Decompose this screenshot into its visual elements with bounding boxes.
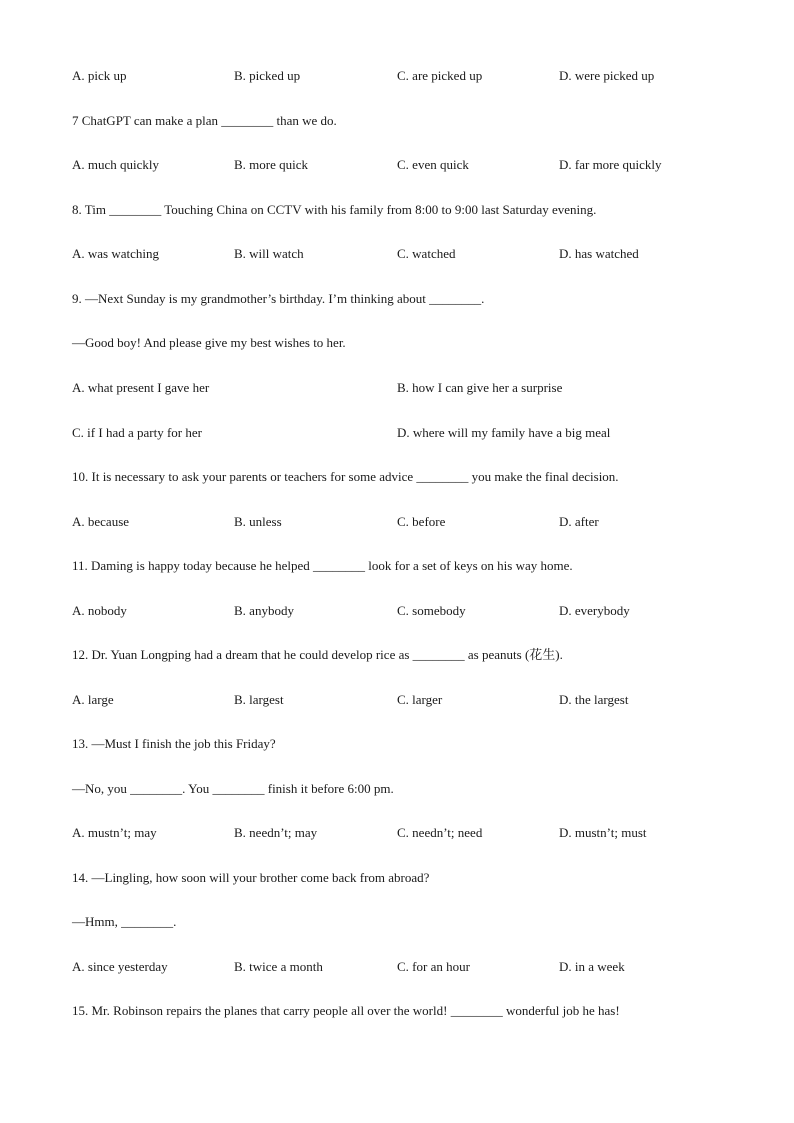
q14-option-c[interactable]: C. for an hour — [397, 959, 470, 974]
q6-option-b[interactable]: B. picked up — [234, 68, 301, 83]
q7-option-c[interactable]: C. even quick — [397, 157, 469, 172]
q9-option-d[interactable]: D. where will my family have a big meal — [397, 425, 611, 440]
q13-option-d[interactable]: D. mustn’t; must — [559, 825, 647, 840]
q7-option-a[interactable]: A. much quickly — [72, 157, 160, 172]
q13-reply: —No, you ________. You ________ finish it before 6:00 pm. — [72, 781, 394, 796]
q13-option-b[interactable]: B. needn’t; may — [234, 825, 318, 840]
q10-option-b[interactable]: B. unless — [234, 514, 282, 529]
q12-stem: 12. Dr. Yuan Longping had a dream that he could develop rice as ________ as peanuts (花生). — [72, 647, 563, 662]
q9-option-c[interactable]: C. if I had a party for her — [72, 425, 202, 440]
q12-option-d[interactable]: D. the largest — [559, 692, 629, 707]
q11-option-d[interactable]: D. everybody — [559, 603, 630, 618]
q6-option-c[interactable]: C. are picked up — [397, 68, 483, 83]
q8-option-d[interactable]: D. has watched — [559, 246, 639, 261]
q11-option-c[interactable]: C. somebody — [397, 603, 466, 618]
q7-option-b[interactable]: B. more quick — [234, 157, 309, 172]
q11-option-a[interactable]: A. nobody — [72, 603, 127, 618]
q11-option-b[interactable]: B. anybody — [234, 603, 294, 618]
q10-option-d[interactable]: D. after — [559, 514, 599, 529]
q10-option-a[interactable]: A. because — [72, 514, 130, 529]
q9-stem: 9. —Next Sunday is my grandmother’s birthday. I’m thinking about ________. — [72, 291, 485, 306]
q13-option-a[interactable]: A. mustn’t; may — [72, 825, 157, 840]
q8-option-b[interactable]: B. will watch — [234, 246, 304, 261]
q12-option-c[interactable]: C. larger — [397, 692, 443, 707]
q13-stem: 13. —Must I finish the job this Friday? — [72, 736, 276, 751]
q9-reply: —Good boy! And please give my best wishes to her. — [72, 335, 346, 350]
q7-stem: 7 ChatGPT can make a plan ________ than we do. — [72, 113, 337, 128]
q9-option-b[interactable]: B. how I can give her a surprise — [397, 380, 563, 395]
q15-stem: 15. Mr. Robinson repairs the planes that carry people all over the world! ________ wonderful job he has! — [72, 1003, 620, 1018]
q8-stem: 8. Tim ________ Touching China on CCTV with his family from 8:00 to 9:00 last Saturday evening. — [72, 202, 597, 217]
q13-option-c[interactable]: C. needn’t; need — [397, 825, 483, 840]
q8-option-c[interactable]: C. watched — [397, 246, 456, 261]
q14-option-a[interactable]: A. since yesterday — [72, 959, 168, 974]
q12-option-a[interactable]: A. large — [72, 692, 114, 707]
q14-option-d[interactable]: D. in a week — [559, 959, 625, 974]
q6-option-d[interactable]: D. were picked up — [559, 68, 655, 83]
q14-stem: 14. —Lingling, how soon will your brother come back from abroad? — [72, 870, 430, 885]
q6-option-a[interactable]: A. pick up — [72, 68, 127, 83]
q8-option-a[interactable]: A. was watching — [72, 246, 160, 261]
q12-option-b[interactable]: B. largest — [234, 692, 284, 707]
q10-stem: 10. It is necessary to ask your parents or teachers for some advice ________ you make the final decision. — [72, 469, 619, 484]
q14-option-b[interactable]: B. twice a month — [234, 959, 323, 974]
q9-option-a[interactable]: A. what present I gave her — [72, 380, 210, 395]
q11-stem: 11. Daming is happy today because he helped ________ look for a set of keys on his way home. — [72, 558, 573, 573]
q7-option-d[interactable]: D. far more quickly — [559, 157, 662, 172]
q10-option-c[interactable]: C. before — [397, 514, 446, 529]
q14-reply: —Hmm, ________. — [72, 914, 177, 929]
